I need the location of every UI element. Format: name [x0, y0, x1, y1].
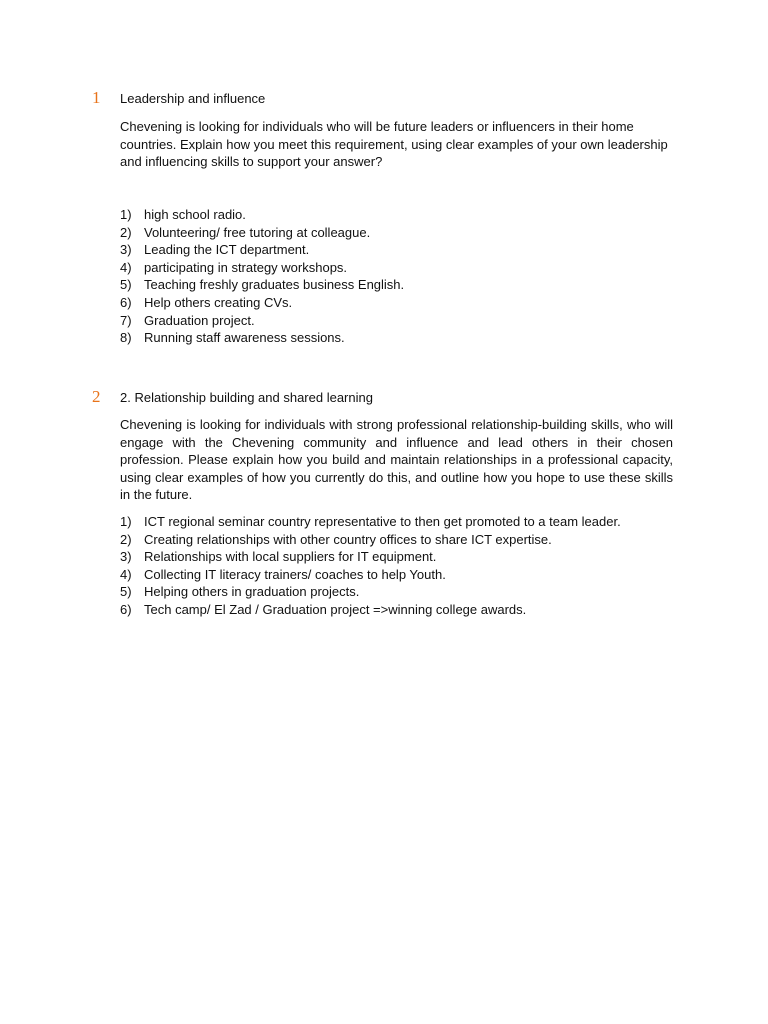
list-item-text: Creating relationships with other country offices to share ICT expertise.: [144, 531, 552, 547]
list-item: [120, 312, 404, 330]
list-item-text: Running staff awareness sessions.: [144, 330, 345, 346]
list-item-number: 1): [120, 207, 132, 222]
list-item: [120, 259, 404, 277]
list-item-number: 3): [120, 242, 132, 258]
list-item: [120, 548, 621, 566]
list-item: [120, 566, 621, 584]
section-number: 2: [92, 387, 101, 406]
answer-list: [120, 513, 621, 619]
list-item-text: ICT regional seminar country representative to then get promoted to a team leader.: [144, 514, 621, 529]
section-heading: 2. Relationship building and shared learning: [120, 390, 373, 405]
list-item-text: Teaching freshly graduates business English.: [144, 277, 405, 293]
list-item-number: 6): [120, 294, 132, 310]
list-item: [120, 224, 404, 242]
list-item: [120, 294, 404, 312]
section-prompt: Chevening is looking for individuals with strong professional relationship-building skills, who will engage with the Chevening community and influence and lead others in their chosen profession. Please explain how you build and maintain relationships in a professional capacity, using clear examples of how you currently do this, and outline how you hope to use these skills in the future.: [120, 417, 673, 502]
list-item-number: 4): [120, 259, 132, 275]
list-item: [120, 531, 621, 549]
list-item-text: Volunteering/ free tutoring at colleague.: [144, 224, 371, 240]
list-item-text: Tech camp/ El Zad / Graduation project =>winning college awards.: [144, 601, 527, 617]
list-item-number: 5): [120, 584, 132, 600]
list-item-number: 3): [120, 549, 132, 565]
list-item: [120, 513, 621, 531]
list-item: [120, 206, 404, 224]
list-item-number: 2): [120, 531, 132, 547]
section-prompt: Chevening is looking for individuals who will be future leaders or influencers in their home countries. Explain how you meet this requirement, using clear examples of your own leadership and influencing skills to support your answer?: [120, 119, 668, 169]
list-item-text: Help others creating CVs.: [144, 294, 293, 310]
list-item-text: Leading the ICT department.: [144, 242, 310, 258]
list-item-text: Graduation project.: [144, 312, 255, 328]
list-item: [120, 329, 404, 347]
list-item-text: high school radio.: [144, 207, 246, 222]
section-number: 1: [92, 88, 101, 107]
list-item: [120, 276, 404, 294]
list-item-text: participating in strategy workshops.: [144, 259, 348, 275]
list-item-number: 6): [120, 601, 132, 617]
list-item-number: 5): [120, 277, 132, 293]
list-item: [120, 241, 404, 259]
list-item-number: 4): [120, 566, 132, 582]
list-item: [120, 583, 621, 601]
list-item-text: Relationships with local suppliers for IT equipment.: [144, 549, 437, 565]
list-item-text: Collecting IT literacy trainers/ coaches to help Youth.: [144, 566, 446, 582]
section-heading: Leadership and influence: [120, 91, 266, 106]
list-item-text: Helping others in graduation projects.: [144, 584, 360, 600]
list-item-number: 2): [120, 224, 132, 240]
list-item: [120, 601, 621, 619]
list-item-number: 8): [120, 330, 132, 346]
list-item-number: 1): [120, 514, 132, 529]
list-item-number: 7): [120, 312, 132, 328]
answer-list: [120, 206, 404, 347]
